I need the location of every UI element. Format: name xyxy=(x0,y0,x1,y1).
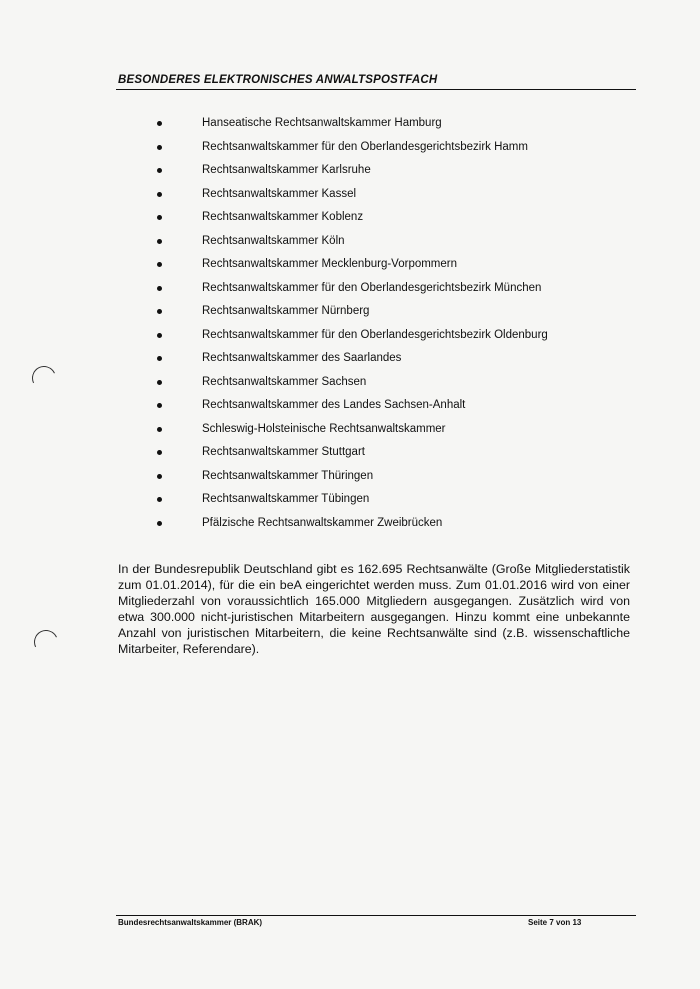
chamber-list xyxy=(0,112,700,535)
bullet-icon xyxy=(157,168,162,173)
list-item-text: Rechtsanwaltskammer Mecklenburg-Vorpommern xyxy=(202,258,458,270)
list-item-text: Schleswig-Holsteinische Rechtsanwaltskammer xyxy=(202,422,446,435)
list-item xyxy=(0,159,700,183)
bullet-icon xyxy=(157,427,162,432)
bullet-icon xyxy=(157,356,162,361)
bullet-icon xyxy=(157,521,162,526)
list-item-text: Rechtsanwaltskammer des Saarlandes xyxy=(202,352,402,364)
bullet-icon xyxy=(157,497,162,502)
list-item xyxy=(0,112,700,136)
footer-organization: Bundesrechtsanwaltskammer (BRAK) xyxy=(118,918,263,927)
bullet-icon xyxy=(157,380,162,385)
bullet-icon xyxy=(157,474,162,479)
list-item-text: Rechtsanwaltskammer für den Oberlandesgerichtsbezirk Oldenburg xyxy=(202,328,548,341)
bullet-icon xyxy=(157,403,162,408)
bullet-icon xyxy=(157,450,162,455)
list-item-text: Rechtsanwaltskammer Karlsruhe xyxy=(202,164,371,176)
list-item xyxy=(0,183,700,207)
list-item-text: Rechtsanwaltskammer Köln xyxy=(202,234,345,247)
footer-rule xyxy=(116,915,636,916)
list-item-text: Rechtsanwaltskammer Stuttgart xyxy=(202,446,365,458)
list-item xyxy=(0,441,700,465)
list-item-text: Rechtsanwaltskammer des Landes Sachsen-Anhalt xyxy=(202,399,466,411)
list-item xyxy=(0,371,700,395)
list-item-text: Pfälzische Rechtsanwaltskammer Zweibrücken xyxy=(202,516,443,529)
header-rule xyxy=(116,89,636,90)
list-item xyxy=(0,300,700,324)
list-item-text: Rechtsanwaltskammer Nürnberg xyxy=(202,305,370,317)
list-item xyxy=(0,347,700,371)
list-item-text: Rechtsanwaltskammer für den Oberlandesgerichtsbezirk Hamm xyxy=(202,140,528,153)
list-item xyxy=(0,465,700,489)
list-item-text: Rechtsanwaltskammer Thüringen xyxy=(202,469,374,482)
list-item-text: Rechtsanwaltskammer Koblenz xyxy=(202,211,364,223)
list-item xyxy=(0,136,700,160)
bullet-icon xyxy=(157,215,162,220)
header-title: BESONDERES ELEKTRONISCHES ANWALTSPOSTFACH xyxy=(118,74,438,86)
list-item xyxy=(0,394,700,418)
list-item xyxy=(0,488,700,512)
bullet-icon xyxy=(157,333,162,338)
list-item xyxy=(0,206,700,230)
list-item xyxy=(0,418,700,442)
bullet-icon xyxy=(157,309,162,314)
list-item-text: Rechtsanwaltskammer Tübingen xyxy=(202,493,370,505)
list-item xyxy=(0,277,700,301)
list-item xyxy=(0,512,700,536)
bullet-icon xyxy=(157,192,162,197)
bullet-icon xyxy=(157,239,162,244)
list-item-text: Rechtsanwaltskammer Sachsen xyxy=(202,375,367,388)
punch-hole-mark xyxy=(31,627,62,658)
list-item-text: Rechtsanwaltskammer Kassel xyxy=(202,187,357,200)
bullet-icon xyxy=(157,286,162,291)
list-item-text: Hanseatische Rechtsanwaltskammer Hamburg xyxy=(202,117,442,129)
bullet-icon xyxy=(157,262,162,267)
list-item xyxy=(0,324,700,348)
bullet-icon xyxy=(157,145,162,150)
list-item xyxy=(0,253,700,277)
list-item-text: Rechtsanwaltskammer für den Oberlandesgerichtsbezirk München xyxy=(202,281,542,294)
footer-page-number: Seite 7 von 13 xyxy=(528,918,582,927)
list-item xyxy=(0,230,700,254)
body-paragraph: In der Bundesrepublik Deutschland gibt es 162.695 Rechtsanwälte (Große Mitgliederstatistik zum 01.01.2014), für die ein beA eingerichtet werden muss. Zum 01.01.2016 wird von einer Mitgliederzahl von voraussichtlich 165.000 Mitgliedern ausgegangen. Zusätzlich wird von etwa 300.000 nicht-juristischen Mitarbeitern ausgegangen. Hinzu kommt eine unbekannte Anzahl von juristischen Mitarbeitern, die keine Rechtsanwälte sind (z.B. wissenschaftliche Mitarbeiter, Referendare). xyxy=(118,562,630,656)
bullet-icon xyxy=(157,121,162,126)
